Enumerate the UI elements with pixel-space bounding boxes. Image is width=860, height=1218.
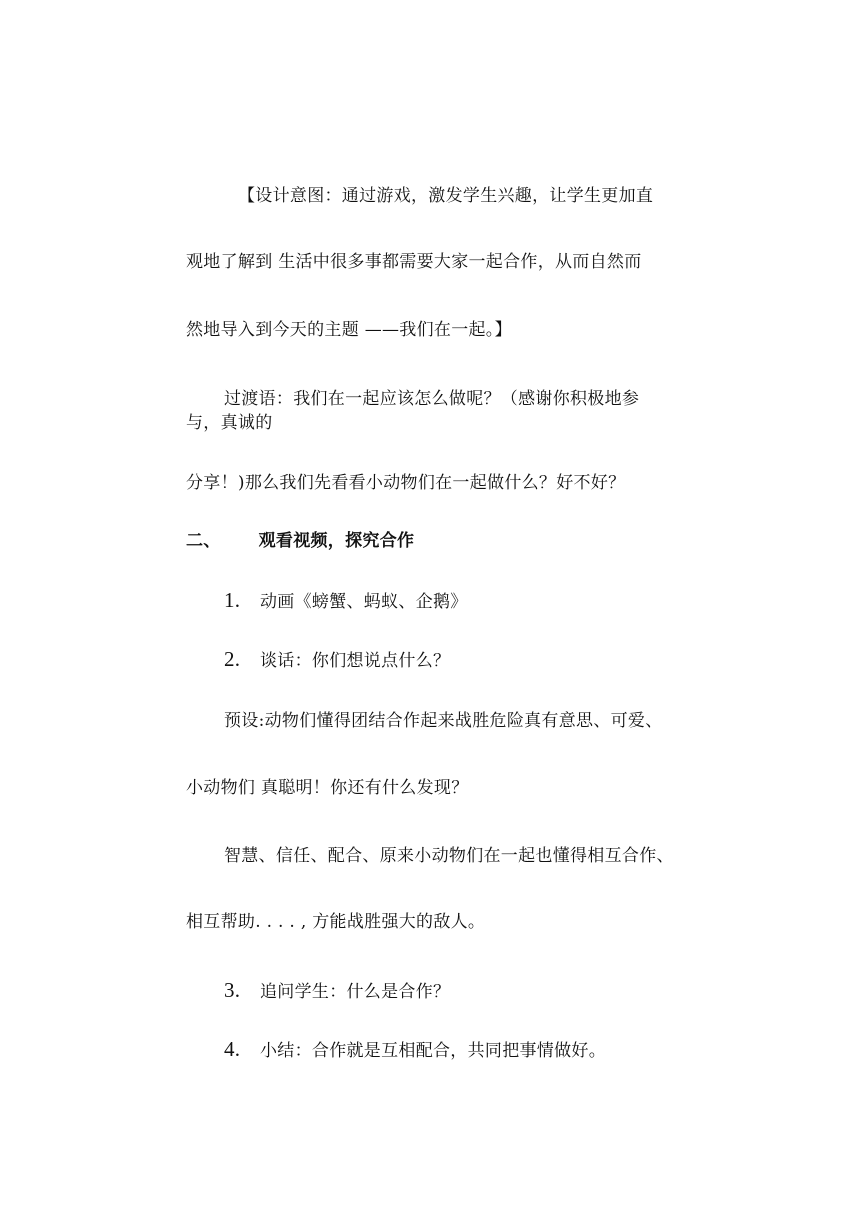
wisdom-line-2: 相互帮助. . . . , 方能战胜强大的敌人。 (186, 912, 486, 932)
list-item-text: 小结：合作就是互相配合，共同把事情做好。 (260, 1041, 606, 1061)
list-item-text: 追问学生：什么是合作？ (260, 982, 451, 1002)
section-two-title: 观看视频，探究合作 (258, 531, 415, 551)
list-item-number: 4. (224, 1037, 241, 1061)
list-item-number: 2. (224, 647, 241, 671)
section-two-heading (186, 531, 414, 551)
design-intent-line-2: 观地了解到 生活中很多事都需要大家一起合作，从而自然而 (186, 252, 642, 272)
transition-line-1: 过渡语：我们在一起应该怎么做呢？（感谢你积极地参 (224, 389, 640, 409)
design-intent-line-1: 【设计意图：通过游戏，激发学生兴趣，让学生更加直 (238, 186, 654, 206)
preset-line-2: 小动物们 真聪明！你还有什么发现？ (186, 778, 469, 798)
list-item-4 (224, 1039, 606, 1061)
wisdom-line-1: 智慧、信任、配合、原来小动物们在一起也懂得相互合作、 (224, 846, 674, 866)
preset-line-1: 预设:动物们懂得团结合作起来战胜危险真有意思、可爱、 (224, 711, 663, 731)
section-two-number: 二、 (186, 531, 221, 551)
list-item-number: 1. (224, 588, 241, 612)
list-item-3 (224, 980, 450, 1002)
list-item-number: 3. (224, 978, 241, 1002)
design-intent-line-3: 然地导入到今天的主题 ——我们在一起。】 (186, 320, 512, 340)
list-item-text: 谈话：你们想说点什么？ (260, 651, 451, 671)
list-item-1 (224, 590, 468, 612)
transition-line-2: 与，真诚的 (186, 413, 273, 433)
list-item-2 (224, 649, 450, 671)
transition-line-3: 分享！)那么我们先看看小动物们在一起做什么？好不好？ (186, 473, 626, 493)
list-item-text: 动画《螃蟹、蚂蚁、企鹅》 (260, 592, 468, 612)
